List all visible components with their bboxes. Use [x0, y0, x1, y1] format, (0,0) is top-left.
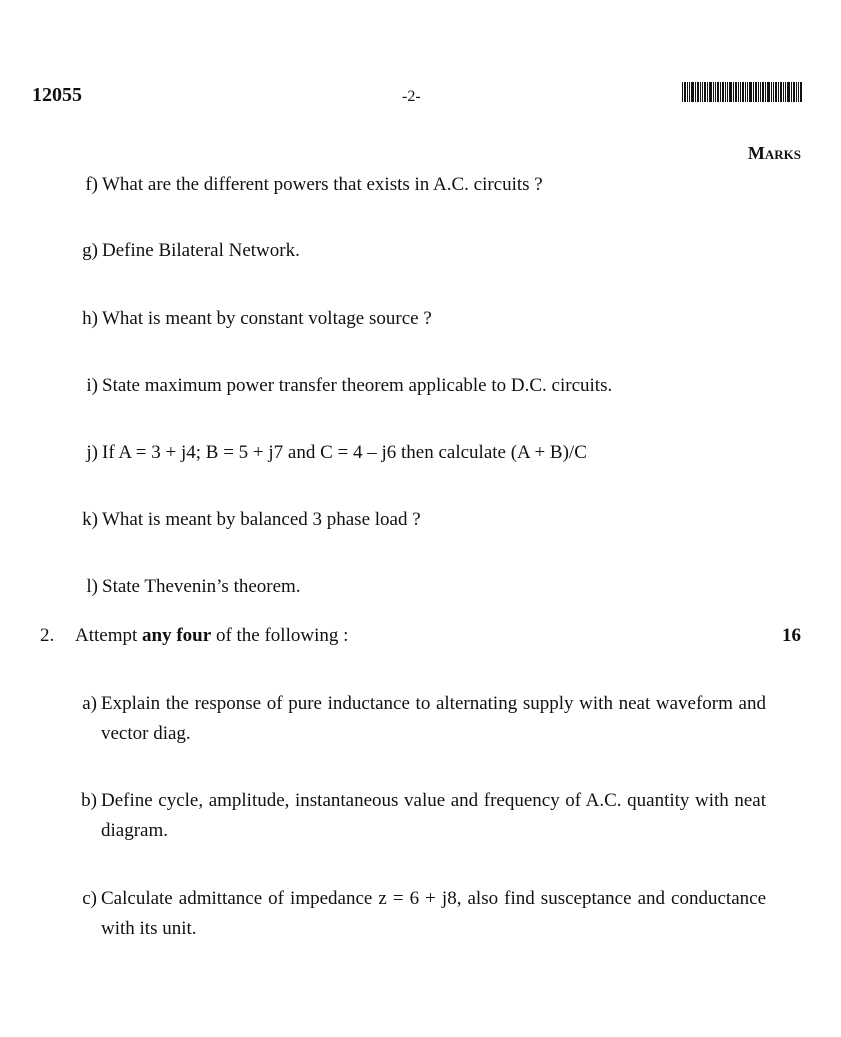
- question-label: h): [82, 308, 98, 329]
- question-1k: [72, 505, 421, 535]
- question-label: l): [86, 576, 98, 597]
- question-1l: [72, 572, 301, 602]
- question-label: k): [82, 509, 98, 530]
- page-indicator: -2-: [402, 88, 421, 105]
- instruction-suffix: of the following :: [211, 625, 349, 646]
- question-2-marks: 16: [782, 625, 801, 646]
- question-text: Calculate admittance of impedance z = 6 + j8, also find susceptance and conductance with its unit.: [101, 888, 766, 939]
- question-text: Explain the response of pure inductance to alternating supply with neat waveform and vector diag.: [101, 693, 766, 744]
- paper-code: 12055: [32, 84, 82, 106]
- question-1i: [72, 371, 612, 401]
- question-2-number: 2.: [40, 625, 55, 646]
- question-1g: [72, 236, 300, 266]
- question-text: Define Bilateral Network.: [102, 240, 300, 261]
- question-text: State maximum power transfer theorem applicable to D.C. circuits.: [102, 375, 613, 396]
- instruction-prefix: Attempt: [75, 625, 143, 646]
- barcode-image: [682, 82, 802, 102]
- question-2-instruction: [75, 621, 348, 651]
- question-label: c): [82, 888, 97, 909]
- question-text: What is meant by balanced 3 phase load ?: [102, 509, 421, 530]
- question-text: State Thevenin’s theorem.: [102, 576, 301, 597]
- question-label: a): [82, 693, 97, 714]
- question-text: What are the different powers that exists in A.C. circuits ?: [102, 174, 543, 195]
- instruction-emphasis: any four: [142, 625, 212, 646]
- question-label: g): [82, 240, 98, 261]
- question-2c: [75, 884, 766, 944]
- question-label: b): [81, 790, 97, 811]
- marks-column-header: Marks: [747, 143, 801, 163]
- question-text: What is meant by constant voltage source ?: [102, 308, 432, 329]
- question-label: i): [86, 375, 98, 396]
- question-label: f): [85, 174, 98, 195]
- question-label: j): [86, 442, 98, 463]
- question-1f: [72, 170, 543, 200]
- question-1h: [72, 304, 432, 334]
- question-1j: [72, 438, 587, 468]
- question-2b: [75, 786, 766, 846]
- question-text: If A = 3 + j4; B = 5 + j7 and C = 4 – j6 then calculate (A + B)/C: [102, 442, 587, 463]
- question-text: Define cycle, amplitude, instantaneous value and frequency of A.C. quantity with neat diagram.: [101, 790, 766, 841]
- question-2a: [75, 689, 766, 749]
